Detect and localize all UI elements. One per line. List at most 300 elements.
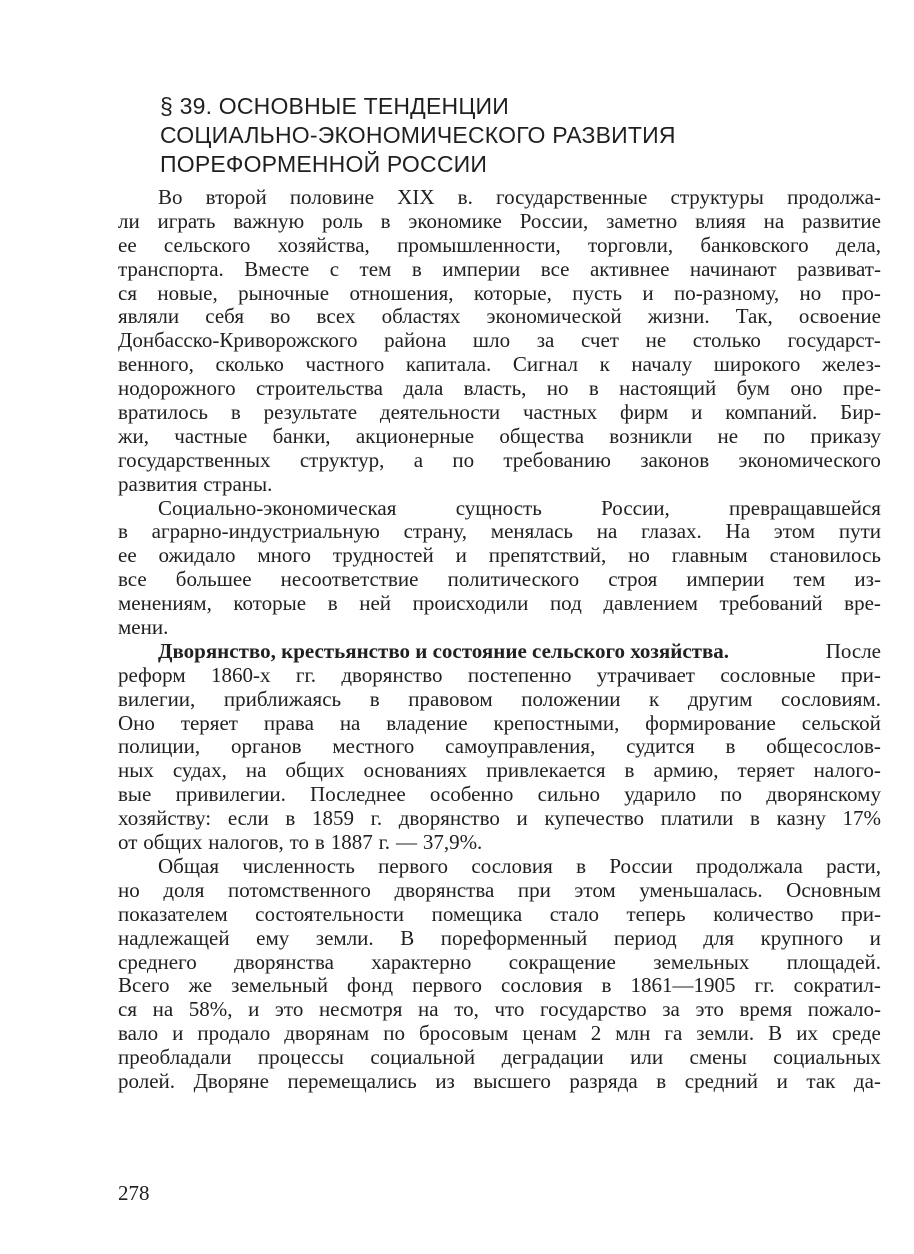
word: и [642,280,654,305]
word: возникли [609,423,693,448]
word: же [188,973,213,998]
word: постепенно [467,662,572,687]
word: во [270,304,291,329]
word: ее [118,543,137,568]
word: Социально-экономическая [158,495,397,520]
word: развитие [801,208,881,233]
word: продолжала [696,853,803,878]
text-line [118,831,881,855]
word: в [588,376,599,401]
word: Донбасско-Криворожского [118,328,358,353]
word: пусть [572,280,623,305]
word: самоуправления, [445,734,596,759]
word: земельный [231,973,328,998]
word: и [455,543,467,568]
text-line [118,210,881,234]
word: Оно [118,710,155,735]
word: отношения, [349,280,454,305]
word: теперь [626,901,686,926]
word: первого [378,853,449,878]
word: утрачивает [596,662,695,687]
word: России, [519,208,589,233]
word: бум [736,376,770,401]
word: но [799,280,822,305]
word: по-разному, [674,280,780,305]
word: при- [840,662,881,687]
word: сословия [471,853,553,878]
text-line [118,186,881,210]
word: себя [205,304,244,329]
word: и [691,400,703,425]
text-line [118,401,881,425]
page-number: 278 [118,1181,150,1205]
word: дворянам [284,1021,370,1046]
word: все [118,567,147,592]
word: средний [684,1068,759,1093]
word: реформ [118,662,186,687]
word: крупного [760,925,844,950]
word: армию, [653,758,719,783]
word: На [725,519,751,544]
word: дворянство [398,806,500,831]
word: казну [776,806,826,831]
word: в [327,591,338,616]
word: в [624,758,635,783]
text-line [118,258,881,282]
word: общих [285,758,345,783]
word: частных [522,400,598,425]
heading-line: СОЦИАЛЬНО-ЭКОНОМИЧЕСКОГО РАЗВИТИЯ [160,122,676,148]
word: ролей. [118,1068,176,1093]
word: г. [378,830,391,855]
word: да- [853,1068,881,1093]
word: вре- [844,591,881,616]
word: в [285,806,296,831]
word: банковского [700,232,809,257]
word: под [549,591,582,616]
word: структур, [299,447,385,472]
word: сословия [501,973,583,998]
word: дворянства [394,877,495,902]
word: происходили [412,591,529,616]
word: оно [790,376,823,401]
word: земли. [696,1021,755,1046]
word: не [645,328,667,353]
text-line [118,998,881,1022]
word: экономического [738,447,881,472]
text-fragment: После [825,638,881,663]
word: шло [472,328,511,353]
word: в [725,734,736,759]
word: по [720,782,743,807]
text-line [118,473,881,497]
word: социальных [773,1045,881,1070]
word: на [245,758,267,783]
word: ее [118,232,137,257]
word: 1861—1905 [630,973,736,998]
word: к [599,352,610,377]
word: общества [499,423,585,448]
word: государст- [787,328,881,353]
word: продало [197,1021,271,1046]
word: 1860-х [211,662,271,687]
word: в [314,830,325,855]
word: при- [841,901,881,926]
word: общесослов- [766,734,881,759]
word: начинают [689,256,777,281]
word: правовом [408,686,493,711]
word: показателем [118,901,228,926]
word: численность [242,853,355,878]
word: дворянскому [766,782,881,807]
word: мени. [118,615,169,640]
heading-line: § 39. ОСНОВНЫЕ ТЕНДЕНЦИИ [160,93,509,119]
text-line [118,1070,881,1094]
word: активнее [589,256,670,281]
word: вилегии, [118,686,196,711]
word: так [806,1068,836,1093]
word: в [118,519,128,544]
word: важную [233,208,305,233]
word: среднего [118,949,197,974]
word: сословиям. [780,686,881,711]
word: потомственного [227,877,371,902]
text-line [118,879,881,903]
word: экономике [408,208,502,233]
word: преобладали [118,1045,232,1070]
word: ней [359,591,392,616]
word: банки, [272,423,331,448]
paragraph-1 [118,186,881,497]
word: Во [158,185,183,209]
body-text [118,186,881,1094]
word: 1859 [311,806,354,831]
word: строительства [255,376,383,401]
word: сколько [215,352,284,377]
word: крепостными, [493,710,620,735]
word: в [411,256,422,281]
word: приближаясь [223,686,342,711]
word: сокращение [508,949,616,974]
word: давлением [603,591,698,616]
word: с [329,256,340,281]
text-line [118,712,881,736]
word: политического [447,567,580,592]
text-line [118,592,881,616]
word: желез- [822,352,881,377]
word: органов [230,734,302,759]
section-heading [160,92,780,179]
word: капитала. [405,352,492,377]
word: влияя [695,208,746,233]
word: всех [316,304,356,329]
word: 58%, [188,997,233,1022]
word: сильно [537,782,600,807]
word: в [230,400,241,425]
word: являли [118,304,180,329]
word: помещика [431,901,523,926]
word: рыночные [238,280,330,305]
word: и [516,806,528,831]
word: доля [163,877,205,902]
word: все [540,256,570,281]
paragraph-3 [118,640,881,855]
word: Всего [118,973,170,998]
word: разряда [569,1068,638,1093]
word: на [418,997,439,1022]
word: торговли, [588,232,674,257]
word: законов [640,447,710,472]
word: тем [359,256,392,281]
word: полиции, [118,734,201,759]
word: сельского [163,232,251,257]
word: бросовым [418,1021,509,1046]
word: то [289,830,310,855]
word: главным [671,543,748,568]
word: хозяйства, [277,232,370,257]
word: площадей. [786,949,881,974]
word: сущность [455,495,542,520]
word: ли [118,208,140,233]
word: вало [118,1021,159,1046]
word: по [452,447,475,472]
word: деятельности [379,400,501,425]
text-line [118,855,881,879]
word: при [517,877,551,902]
word: уменьшалась. [639,877,763,902]
word: компаний. [725,400,818,425]
text-line [118,640,881,664]
word: играть [157,208,216,233]
word: сократил- [793,973,881,998]
word: положении [521,686,621,711]
word: привилегии. [175,782,286,807]
word: для [703,925,735,950]
word: фонд [347,973,394,998]
word: тем [793,567,826,592]
text-line [118,974,881,998]
word: продолжа- [787,185,881,209]
word: налогов, [208,830,284,855]
word: В [400,925,415,950]
word: несмотря [318,997,403,1022]
word: экономической [486,304,622,329]
word: пореформенный [440,925,588,950]
word: вратилось [118,400,209,425]
text-line [118,305,881,329]
word: к [649,686,660,711]
word: менялась [490,519,573,544]
word: на [763,208,785,233]
word: Бир- [840,400,881,425]
word: государство [540,997,647,1022]
text-line [118,377,881,401]
word: от [118,830,138,855]
word: фирм [620,400,669,425]
word: счет [580,328,619,353]
text-line [118,807,881,831]
word: становилось [769,543,881,568]
word: судах, [172,758,227,783]
word: XIX [397,185,435,209]
text-line [118,783,881,807]
word: ся [118,997,137,1022]
word: государственных [118,447,271,472]
word: этом [773,519,816,544]
word: которые, [473,280,552,305]
word: теряет [180,710,238,735]
word: на [152,997,174,1022]
word: ся [118,280,137,305]
text-line [118,234,881,258]
word: частные [174,423,248,448]
word: менениям, [118,591,212,616]
word: по [383,1021,405,1046]
word: несоответствие [280,567,419,592]
text-line [118,425,881,449]
word: не [717,423,739,448]
word: глазах. [641,519,702,544]
paragraph-4 [118,855,881,1094]
word: или [630,1045,664,1070]
word: социальной [370,1045,476,1070]
word: венного, [118,352,194,377]
word: второй [205,185,267,209]
word: гг. [754,973,775,998]
word: дворянства [234,949,334,974]
word: 2 [590,1021,602,1046]
word: района [384,328,447,353]
word: 37,9%. [422,830,483,855]
word: требований [719,591,823,616]
word: млн [615,1021,651,1046]
word: столько [692,328,761,353]
word: что [494,997,525,1022]
word: требованию [503,447,611,472]
word: высшего [473,1068,551,1093]
word: дворянство [341,662,443,687]
text-line [118,903,881,927]
word: их [796,1021,818,1046]
text-line [118,544,881,568]
text-line [118,1022,881,1046]
text-line [118,927,881,951]
text-line [118,688,881,712]
word: роль [322,208,363,233]
word: в [601,973,612,998]
word: из [435,1068,455,1093]
word: жизни. [647,304,710,329]
word: результате [263,400,358,425]
word: среде [831,1021,881,1046]
word: на [596,519,618,544]
word: но [546,376,569,401]
word: и [869,925,881,950]
word: в [380,208,391,233]
word: сельской [801,710,881,735]
word: общих [143,830,203,855]
word: пожало- [807,997,881,1022]
text-line [118,449,881,473]
text-line [118,759,881,783]
word: Последнее [310,782,406,807]
subsection-title: Дворянство, крестьянство и состояние сельского хозяйства. [158,638,730,663]
word: а [413,447,424,472]
word: в [369,686,380,711]
word: государственные [495,185,648,209]
word: Основным [786,877,881,902]
word: империи [442,256,521,281]
word: привлекается [486,758,606,783]
word: основаниях [363,758,468,783]
heading-line: ПОРЕФОРМЕННОЙ РОССИИ [160,151,488,177]
word: Дворяне [193,1068,269,1093]
word: препятствий, [488,543,607,568]
word: империи [686,567,765,592]
word: на [339,710,361,735]
word: частного [305,352,385,377]
text-line [118,329,881,353]
word: и [776,1068,788,1093]
word: ему [256,925,290,950]
text-line [118,616,881,640]
word: про- [841,280,881,305]
word: освоение [798,304,881,329]
word: началу [631,352,693,377]
word: В [768,1021,783,1046]
word: большее [175,567,252,592]
word: купечество [544,806,645,831]
word: земли. [315,925,374,950]
word: в [576,853,587,878]
word: настоящий [619,376,717,401]
text-line [118,353,881,377]
word: областях [381,304,461,329]
word: строя [608,567,658,592]
word: 1887 [330,830,373,855]
word: и [248,997,260,1022]
word: первого [412,973,483,998]
word: — [395,830,417,855]
word: Вместе [244,256,310,281]
word: га [664,1021,683,1046]
word: ударило [624,782,697,807]
word: Так, [735,304,773,329]
text-line [118,568,881,592]
word: трудностей [332,543,434,568]
word: новые, [157,280,218,305]
word: транспорта. [118,256,224,281]
word: это [695,997,724,1022]
word: из- [854,567,881,592]
word: процессы [257,1045,344,1070]
word: структуры [670,185,764,209]
word: хозяйству: [118,806,212,831]
word: в. [457,185,473,209]
word: но [118,877,140,902]
word: расти, [826,853,881,878]
word: ных [118,758,154,783]
word: дела, [835,232,881,257]
word: аграрно-индустриальную [151,519,380,544]
word: за [662,997,680,1022]
word: особенно [429,782,514,807]
word: за [536,328,555,353]
word: страну, [403,519,468,544]
word: развиват- [797,256,881,281]
word: сословные [720,662,816,687]
word: заметно [606,208,678,233]
